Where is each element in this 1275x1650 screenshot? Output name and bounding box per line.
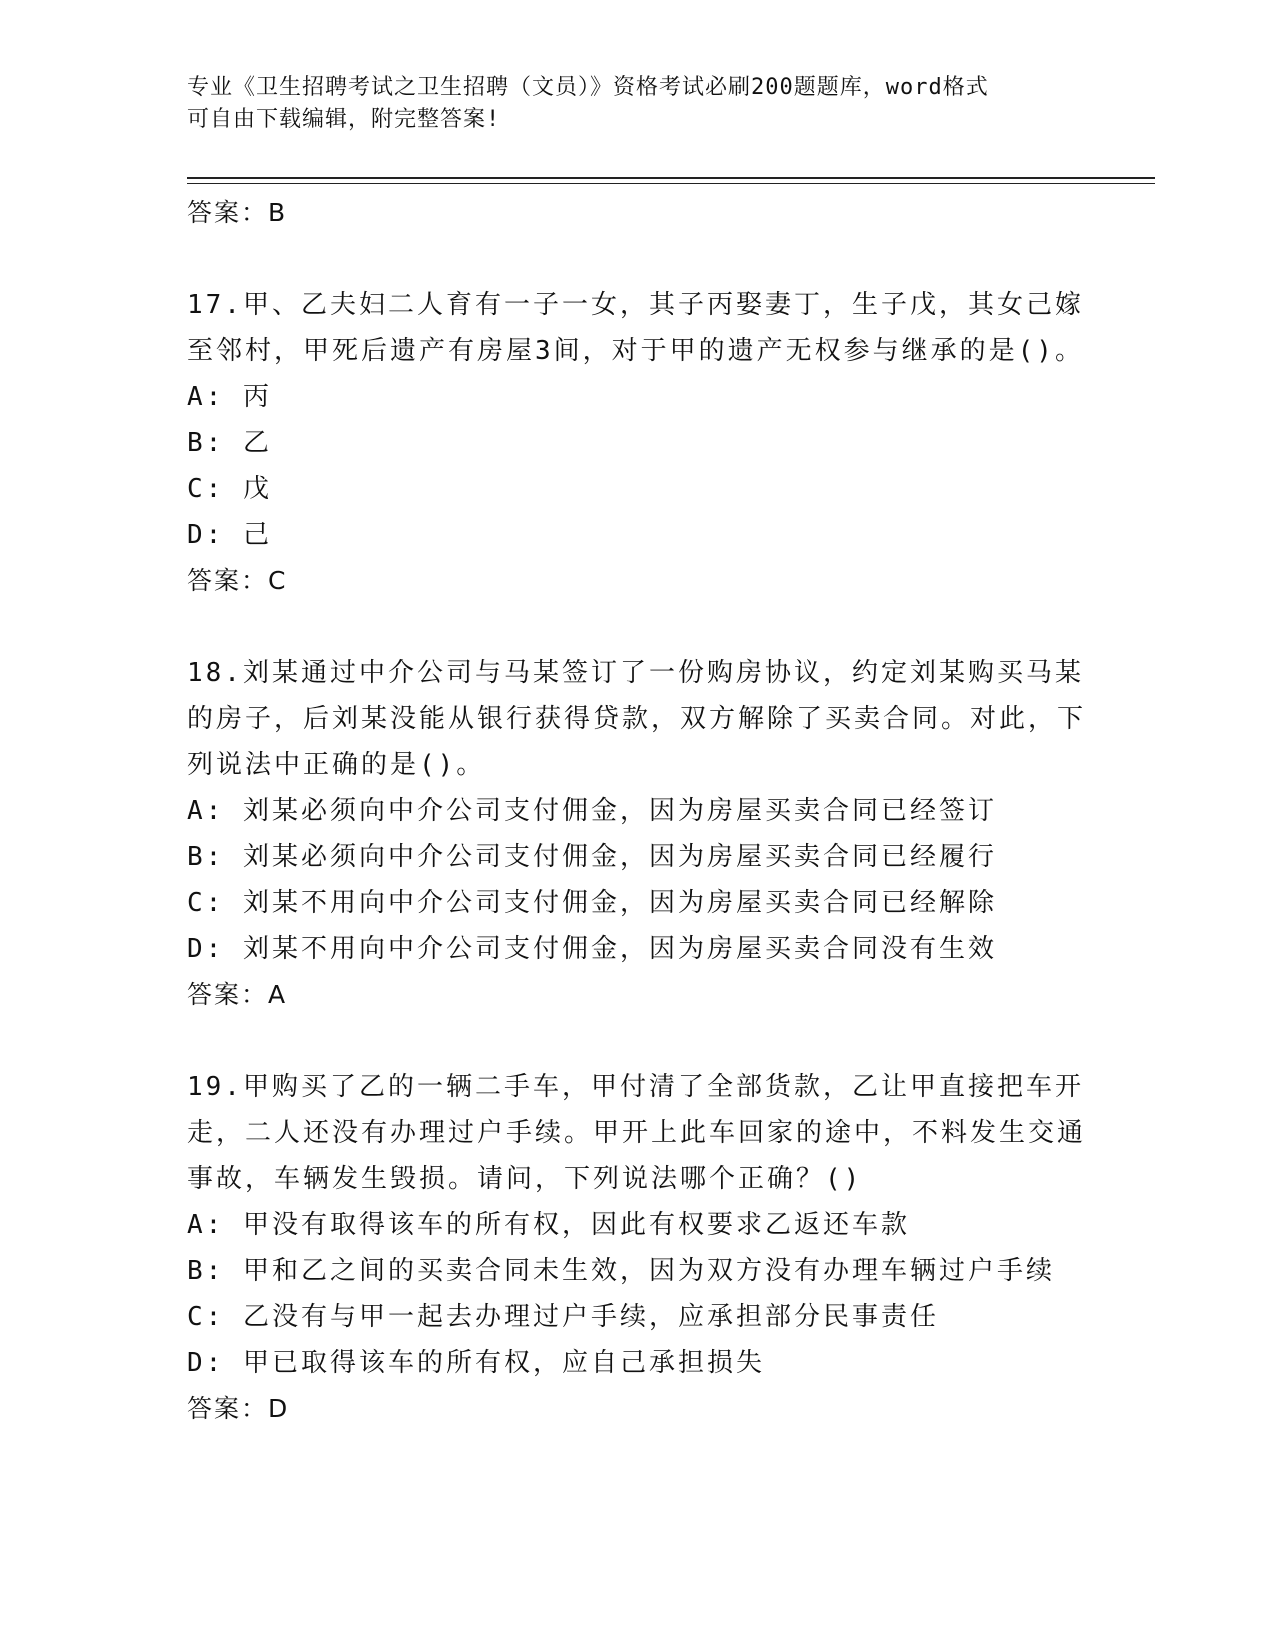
question-text: 18.刘某通过中介公司与马某签订了一份购房协议，约定刘某购买马某的房子，后刘某没能从银行获得贷款，双方解除了买卖合同。对此，下列说法中正确的是()。 — [187, 658, 1087, 780]
question-19 — [187, 1064, 1087, 1432]
option-a: A: 甲没有取得该车的所有权，因此有权要求乙返还车款 — [187, 1210, 910, 1240]
page-header — [187, 72, 1087, 136]
question-text: 17.甲、乙夫妇二人育有一子一女，其子丙娶妻丁，生子戊，其女己嫁至邻村，甲死后遗产有房屋3间，对于甲的遗产无权参与继承的是()。 — [187, 290, 1084, 366]
header-divider-thin — [187, 183, 1155, 184]
header-line-1: 专业《卫生招聘考试之卫生招聘（文员）》资格考试必刷200题题库，word格式 — [187, 75, 989, 100]
answer: 答案：A — [187, 980, 288, 1009]
option-d: D: 刘某不用向中介公司支付佣金，因为房屋买卖合同没有生效 — [187, 934, 997, 964]
option-a: A: 丙 — [187, 382, 272, 412]
spacer — [187, 1018, 1087, 1064]
header-divider-thick — [187, 177, 1155, 179]
answer: 答案：D — [187, 1394, 290, 1423]
spacer — [187, 236, 1087, 282]
option-d: D: 甲已取得该车的所有权，应自己承担损失 — [187, 1348, 765, 1378]
spacer — [187, 604, 1087, 650]
option-c: C: 刘某不用向中介公司支付佣金，因为房屋买卖合同已经解除 — [187, 888, 997, 918]
option-c: C: 戊 — [187, 474, 272, 504]
header-line-2: 可自由下载编辑，附完整答案! — [187, 107, 501, 132]
option-b: B: 刘某必须向中介公司支付佣金，因为房屋买卖合同已经履行 — [187, 842, 997, 872]
question-18 — [187, 650, 1087, 1018]
option-a: A: 刘某必须向中介公司支付佣金，因为房屋买卖合同已经签订 — [187, 796, 997, 826]
question-text: 19.甲购买了乙的一辆二手车，甲付清了全部货款，乙让甲直接把车开走，二人还没有办理过户手续。甲开上此车回家的途中，不料发生交通事故，车辆发生毁损。请问，下列说法哪个正确？() — [187, 1072, 1087, 1194]
answer: 答案：C — [187, 566, 288, 595]
option-b: B: 甲和乙之间的买卖合同未生效，因为双方没有办理车辆过户手续 — [187, 1256, 1055, 1286]
option-c: C: 乙没有与甲一起去办理过户手续，应承担部分民事责任 — [187, 1302, 939, 1332]
document-body — [187, 190, 1087, 1432]
option-d: D: 己 — [187, 520, 272, 550]
previous-answer: 答案：B — [187, 198, 288, 227]
option-b: B: 乙 — [187, 428, 272, 458]
question-17 — [187, 282, 1087, 604]
